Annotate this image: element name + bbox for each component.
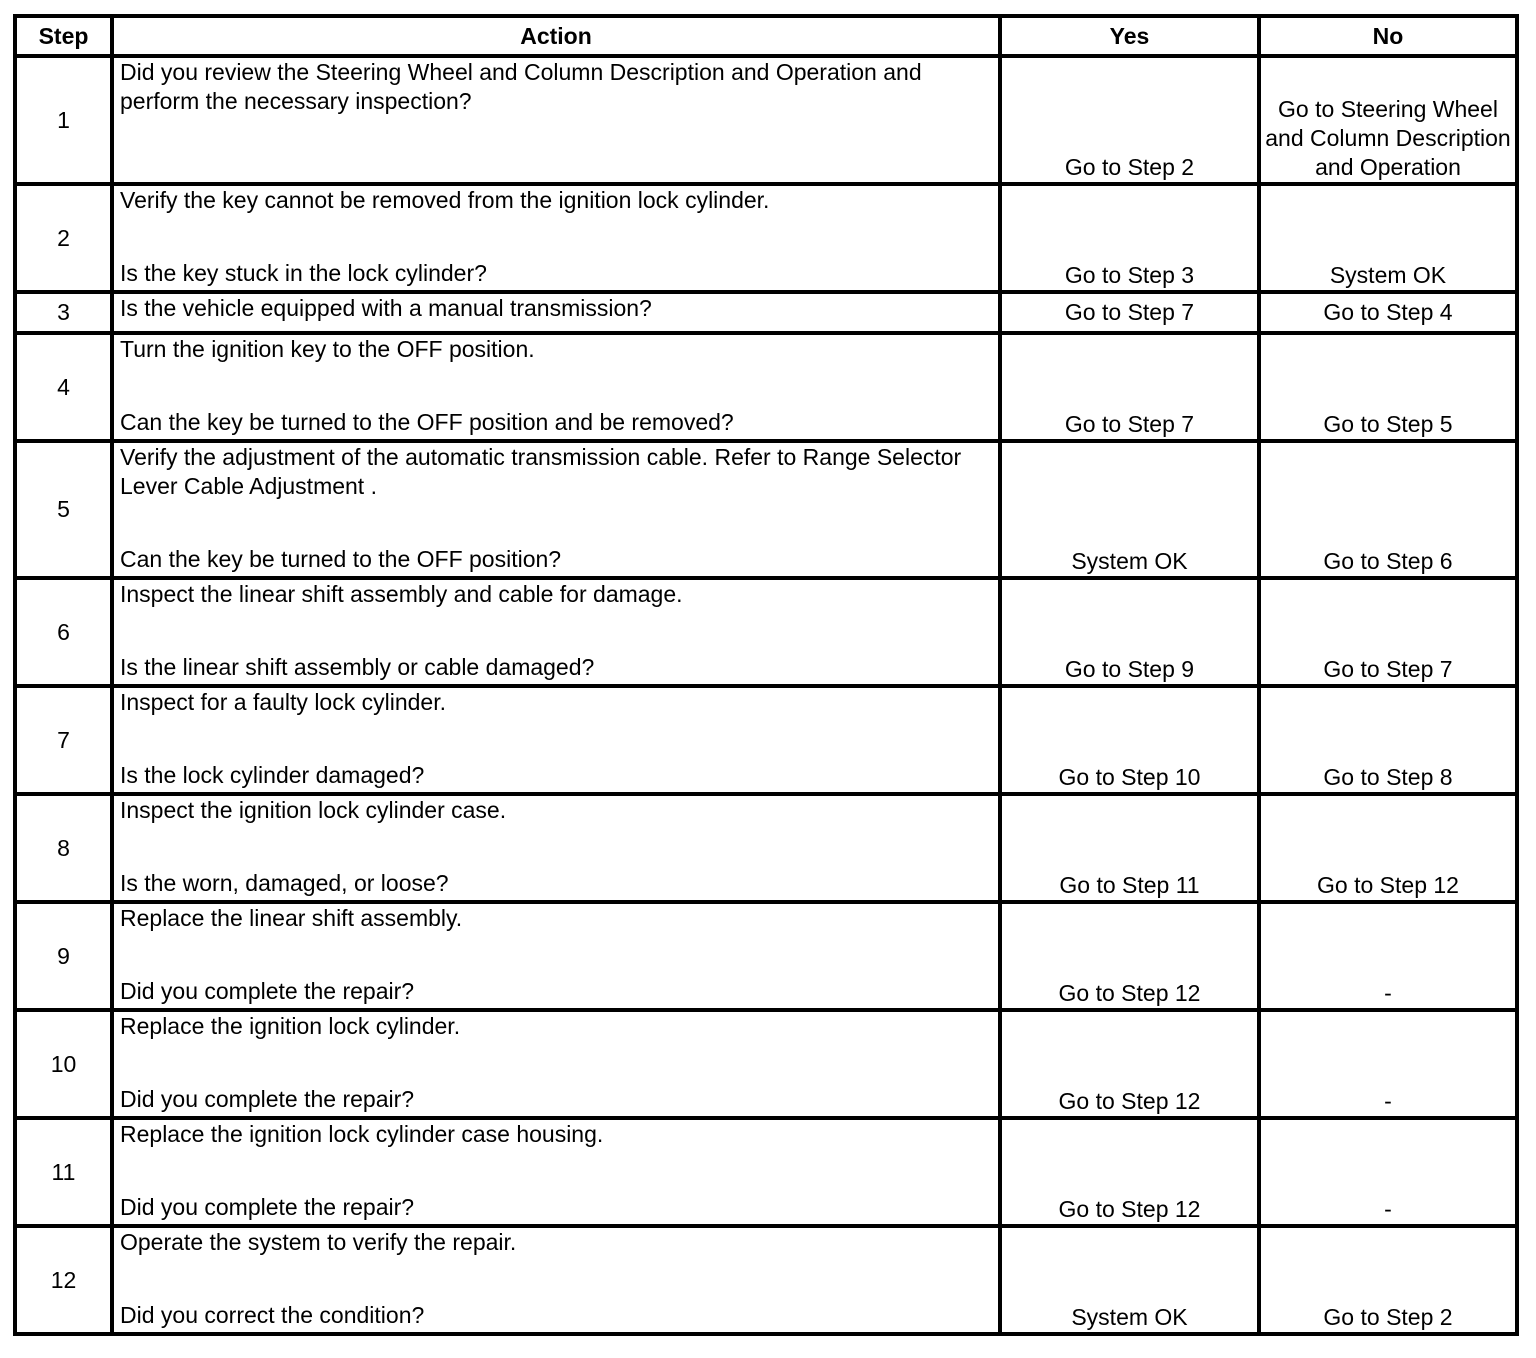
no-result: System OK bbox=[1259, 184, 1517, 292]
table-row bbox=[15, 333, 1517, 441]
yes-result: Go to Step 2 bbox=[1000, 56, 1259, 184]
action-text: Operate the system to verify the repair. bbox=[120, 1229, 517, 1255]
header-no: No bbox=[1259, 16, 1517, 56]
action-question: Is the key stuck in the lock cylinder? bbox=[120, 260, 487, 286]
action-question: Did you complete the repair? bbox=[120, 1086, 415, 1112]
action-cell bbox=[112, 292, 1000, 333]
step-number: 3 bbox=[15, 292, 112, 333]
action-text: Turn the ignition key to the OFF position. bbox=[120, 336, 535, 362]
no-result: Go to Step 4 bbox=[1259, 292, 1517, 333]
header-step: Step bbox=[15, 16, 112, 56]
table-row bbox=[15, 1010, 1517, 1118]
action-cell bbox=[112, 333, 1000, 441]
step-number: 2 bbox=[15, 184, 112, 292]
step-number: 11 bbox=[15, 1118, 112, 1226]
header-yes: Yes bbox=[1000, 16, 1259, 56]
no-result: Go to Steering Wheel and Column Description and Operation bbox=[1259, 56, 1517, 184]
action-cell bbox=[112, 184, 1000, 292]
table-row bbox=[15, 686, 1517, 794]
step-number: 12 bbox=[15, 1226, 112, 1334]
action-question: Is the lock cylinder damaged? bbox=[120, 762, 425, 788]
action-text: Verify the key cannot be removed from the ignition lock cylinder. bbox=[120, 187, 770, 213]
action-cell bbox=[112, 441, 1000, 578]
table-row bbox=[15, 1226, 1517, 1334]
table-row bbox=[15, 184, 1517, 292]
step-number: 4 bbox=[15, 333, 112, 441]
action-question: Did you complete the repair? bbox=[120, 1194, 415, 1220]
step-number: 7 bbox=[15, 686, 112, 794]
action-cell bbox=[112, 902, 1000, 1010]
no-result: Go to Step 7 bbox=[1259, 578, 1517, 686]
action-cell bbox=[112, 1226, 1000, 1334]
table-row bbox=[15, 794, 1517, 902]
action-text: Inspect for a faulty lock cylinder. bbox=[120, 689, 446, 715]
action-question: Did you complete the repair? bbox=[120, 978, 415, 1004]
diagnostic-table bbox=[13, 14, 1519, 1336]
yes-result: Go to Step 9 bbox=[1000, 578, 1259, 686]
table-row bbox=[15, 56, 1517, 184]
yes-result: System OK bbox=[1000, 441, 1259, 578]
action-cell bbox=[112, 686, 1000, 794]
yes-result: Go to Step 12 bbox=[1000, 1118, 1259, 1226]
action-question: Can the key be turned to the OFF position and be removed? bbox=[120, 409, 734, 435]
no-result: - bbox=[1259, 902, 1517, 1010]
no-result: Go to Step 2 bbox=[1259, 1226, 1517, 1334]
action-text: Inspect the linear shift assembly and cable for damage. bbox=[120, 581, 683, 607]
action-text: Replace the linear shift assembly. bbox=[120, 905, 463, 931]
step-number: 5 bbox=[15, 441, 112, 578]
no-result: Go to Step 5 bbox=[1259, 333, 1517, 441]
action-cell bbox=[112, 1010, 1000, 1118]
yes-result: Go to Step 12 bbox=[1000, 902, 1259, 1010]
action-text: Replace the ignition lock cylinder. bbox=[120, 1013, 461, 1039]
yes-result: Go to Step 7 bbox=[1000, 333, 1259, 441]
table-row bbox=[15, 441, 1517, 578]
action-question: Can the key be turned to the OFF position? bbox=[120, 546, 562, 572]
action-cell bbox=[112, 578, 1000, 686]
action-text: Replace the ignition lock cylinder case housing. bbox=[120, 1121, 604, 1147]
header-row bbox=[15, 16, 1517, 56]
table-row bbox=[15, 1118, 1517, 1226]
table-row bbox=[15, 902, 1517, 1010]
no-result: - bbox=[1259, 1010, 1517, 1118]
action-text: Is the vehicle equipped with a manual transmission? bbox=[120, 295, 652, 321]
action-question: Is the worn, damaged, or loose? bbox=[120, 870, 449, 896]
action-text: Inspect the ignition lock cylinder case. bbox=[120, 797, 507, 823]
step-number: 8 bbox=[15, 794, 112, 902]
no-result: Go to Step 6 bbox=[1259, 441, 1517, 578]
yes-result: Go to Step 10 bbox=[1000, 686, 1259, 794]
action-text: Did you review the Steering Wheel and Column Description and Operation and perform the necessary inspection? bbox=[120, 59, 922, 114]
no-result: Go to Step 12 bbox=[1259, 794, 1517, 902]
no-result: Go to Step 8 bbox=[1259, 686, 1517, 794]
step-number: 6 bbox=[15, 578, 112, 686]
step-number: 10 bbox=[15, 1010, 112, 1118]
action-cell bbox=[112, 794, 1000, 902]
yes-result: Go to Step 11 bbox=[1000, 794, 1259, 902]
yes-result: System OK bbox=[1000, 1226, 1259, 1334]
action-cell bbox=[112, 1118, 1000, 1226]
yes-result: Go to Step 12 bbox=[1000, 1010, 1259, 1118]
step-number: 1 bbox=[15, 56, 112, 184]
step-number: 9 bbox=[15, 902, 112, 1010]
yes-result: Go to Step 3 bbox=[1000, 184, 1259, 292]
action-question: Is the linear shift assembly or cable damaged? bbox=[120, 654, 595, 680]
action-cell bbox=[112, 56, 1000, 184]
action-text: Verify the adjustment of the automatic transmission cable. Refer to Range Selector Lever Cable Adjustment . bbox=[120, 444, 962, 499]
action-question: Did you correct the condition? bbox=[120, 1302, 425, 1328]
yes-result: Go to Step 7 bbox=[1000, 292, 1259, 333]
table-row bbox=[15, 292, 1517, 333]
no-result: - bbox=[1259, 1118, 1517, 1226]
table-row bbox=[15, 578, 1517, 686]
header-action: Action bbox=[112, 16, 1000, 56]
